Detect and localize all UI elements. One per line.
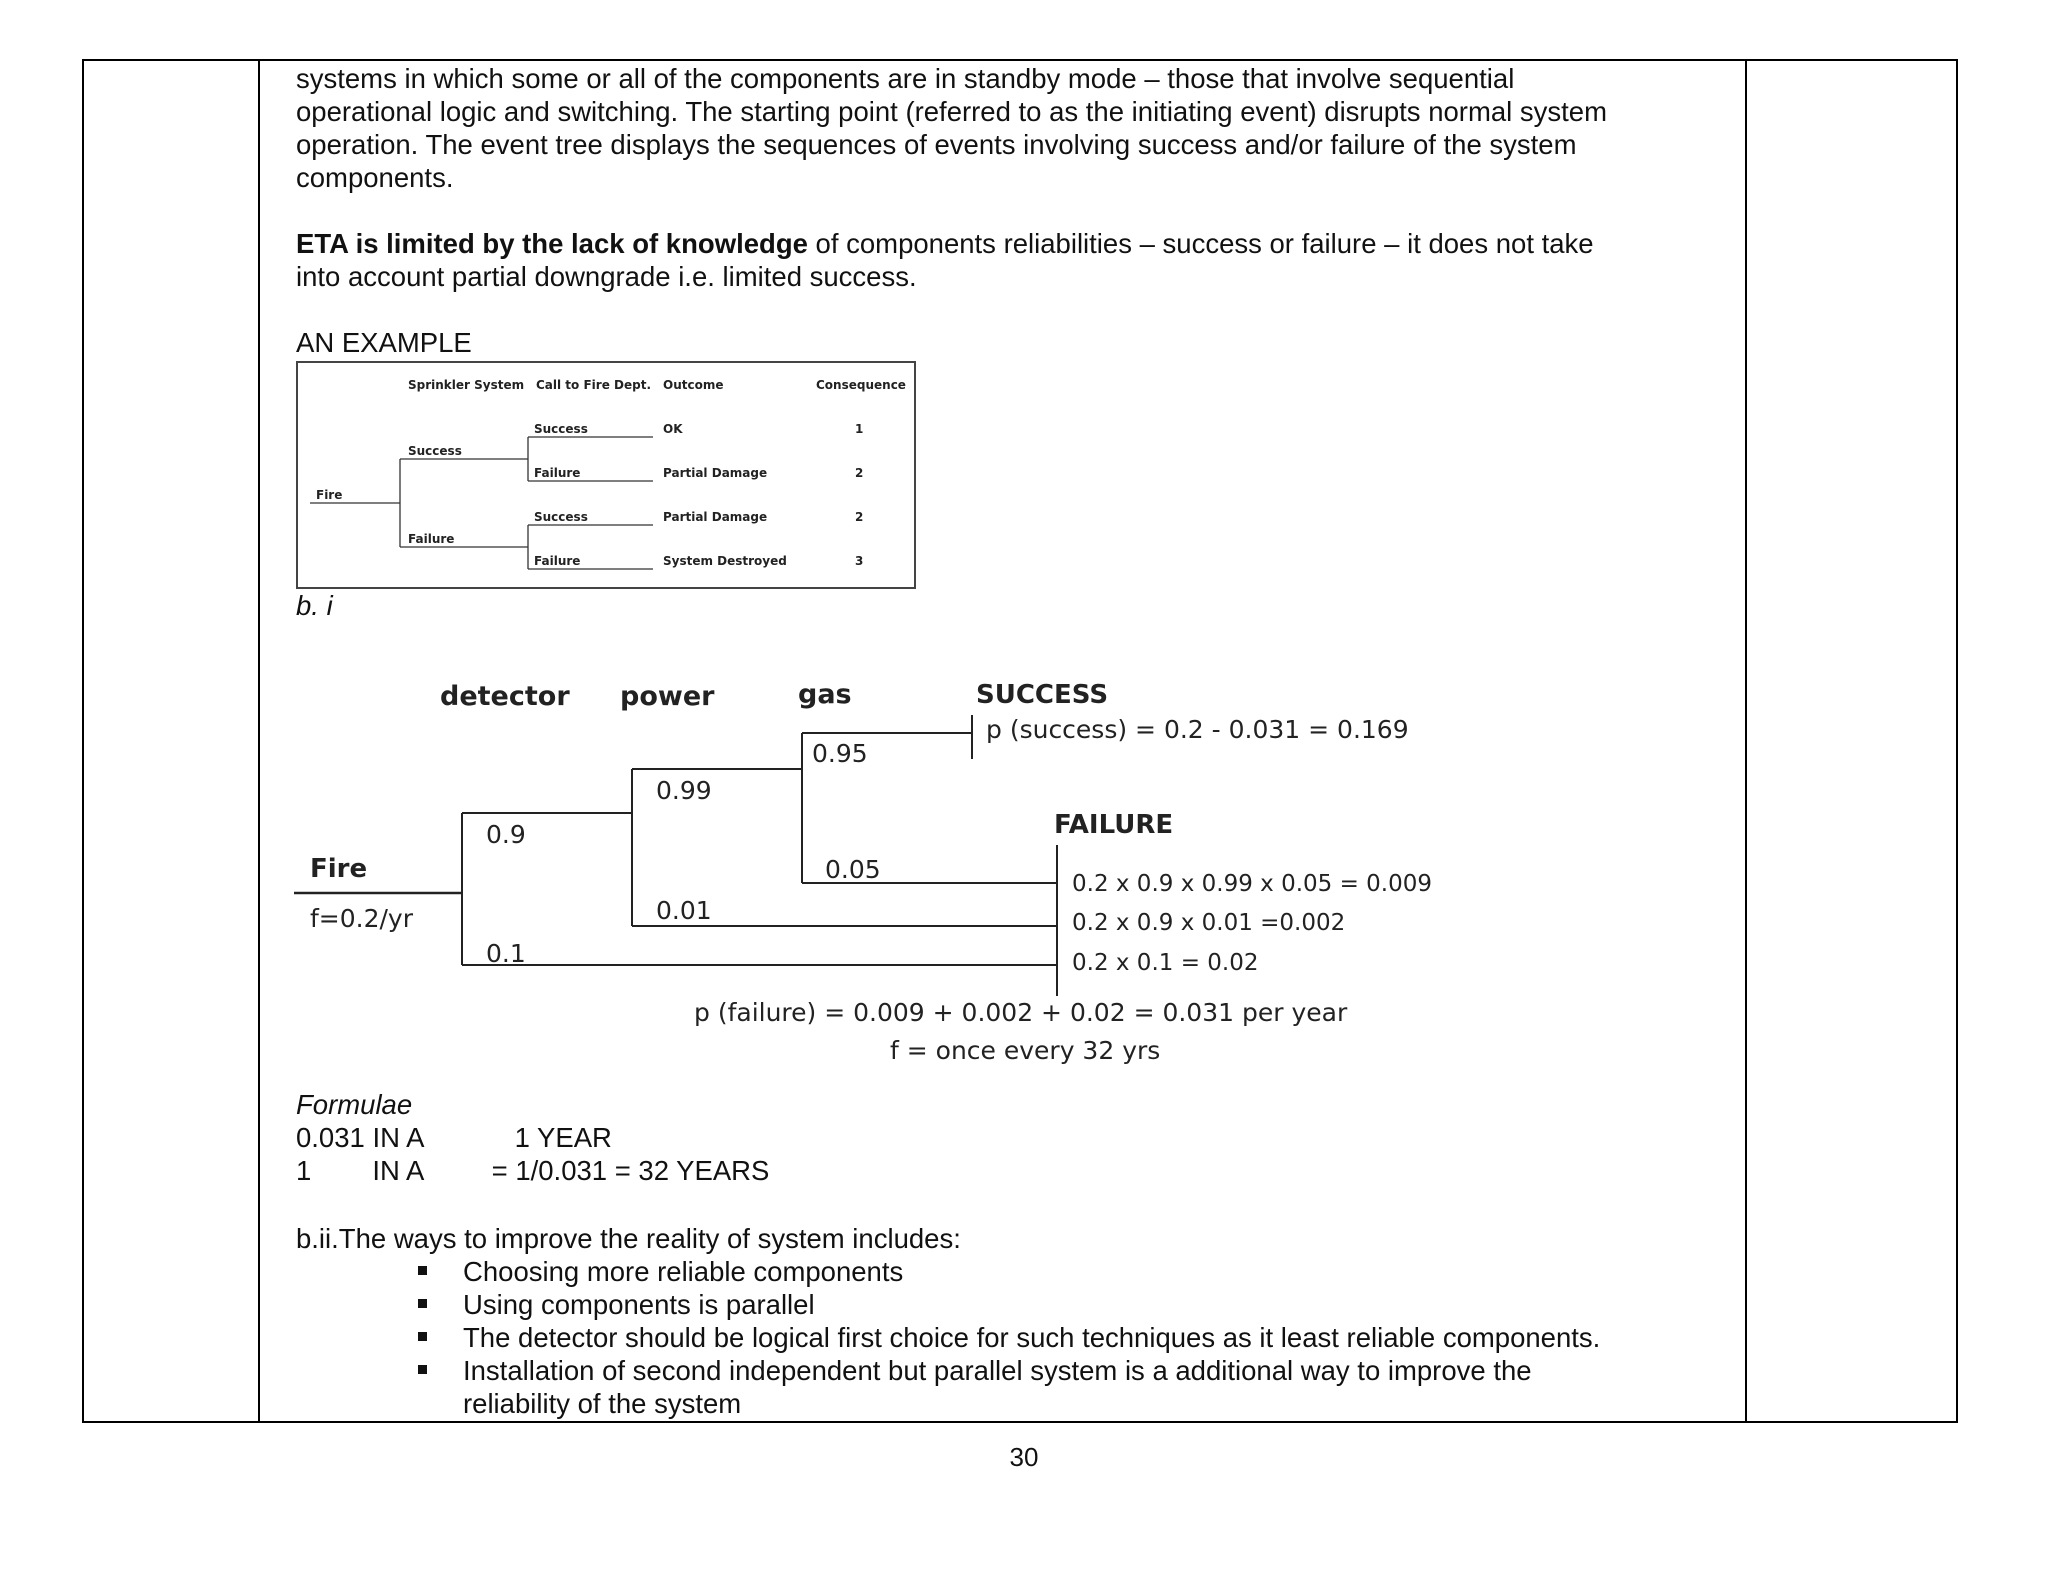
section-b-ii <box>296 1222 1736 1420</box>
example-outcome: Partial Damage <box>663 466 768 480</box>
section-b-i-label: b. i <box>296 590 333 621</box>
example-branch2: Success <box>534 510 588 524</box>
b-ii-intro: b.ii.The ways to improve the reality of system includes: <box>296 1223 961 1254</box>
tree-failure-calc: 0.2 x 0.9 x 0.01 =0.002 <box>1072 910 1346 936</box>
list-item: Installation of second independent but parallel system is a additional way to improve the reliability of the system <box>296 1354 1736 1420</box>
example-outcome: OK <box>663 422 683 436</box>
example-initiator: Fire <box>316 488 343 502</box>
tree-fire-frequency: f=0.2/yr <box>310 904 414 933</box>
tree-prob-gas-success: 0.95 <box>812 739 868 768</box>
improvement-list <box>296 1255 1736 1420</box>
tree-f-once: f = once every 32 yrs <box>890 1036 1161 1065</box>
example-header: Sprinkler System <box>408 378 525 392</box>
page-number: 30 <box>1009 1442 1039 1472</box>
tree-failure-title: FAILURE <box>1054 810 1174 840</box>
fire-event-tree <box>290 665 1490 1085</box>
square-bullet-icon <box>418 1266 427 1275</box>
tree-failure-calc: 0.2 x 0.1 = 0.02 <box>1072 950 1259 976</box>
tree-header-detector: detector <box>440 681 570 712</box>
square-bullet-icon <box>418 1299 427 1308</box>
example-tree-svg <box>298 363 914 587</box>
tree-fire-label: Fire <box>310 854 368 884</box>
list-item: Choosing more reliable components <box>296 1255 1736 1288</box>
formulae-line: 1 IN A = 1/0.031 = 32 YEARS <box>296 1155 770 1186</box>
intro-line: operational logic and switching. The starting point (referred to as the initiating event) disrupts normal system <box>296 96 1607 127</box>
intro-line: systems in which some or all of the components are in standby mode – those that involve sequential <box>296 63 1515 94</box>
example-outcome: System Destroyed <box>663 554 787 568</box>
tree-header-gas: gas <box>798 679 852 710</box>
example-consequence: 2 <box>855 466 864 480</box>
example-header: Outcome <box>663 378 724 392</box>
eta-limit-bold: ETA is limited by the lack of knowledge <box>296 228 808 259</box>
list-item: Using components is parallel <box>296 1288 1736 1321</box>
square-bullet-icon <box>418 1332 427 1341</box>
example-branch2: Failure <box>534 466 581 480</box>
tree-success-title: SUCCESS <box>976 680 1109 710</box>
example-consequence: 2 <box>855 510 864 524</box>
square-bullet-icon <box>418 1365 427 1374</box>
tree-prob-detector-fail: 0.1 <box>486 939 526 968</box>
eta-limit-paragraph <box>296 227 1736 260</box>
eta-limit-line2: into account partial downgrade i.e. limited success. <box>296 261 917 292</box>
intro-line: components. <box>296 162 454 193</box>
example-event-tree <box>296 361 916 589</box>
tree-prob-power-success: 0.99 <box>656 776 712 805</box>
tree-header-power: power <box>620 681 715 712</box>
example-branch1: Failure <box>408 532 455 546</box>
example-header: Consequence <box>816 378 906 392</box>
tree-prob-detector-success: 0.9 <box>486 820 526 849</box>
eta-limit-text: of components reliabilities – success or failure – it does not take <box>807 228 1594 259</box>
formulae-line: 0.031 IN A 1 YEAR <box>296 1122 612 1153</box>
example-title: AN EXAMPLE <box>296 327 472 358</box>
intro-line: operation. The event tree displays the sequences of events involving success and/or failure of the system <box>296 129 1577 160</box>
main-content <box>296 62 1736 622</box>
tree-failure-calc: 0.2 x 0.9 x 0.99 x 0.05 = 0.009 <box>1072 871 1433 897</box>
formulae-section <box>296 1088 769 1187</box>
example-header: Call to Fire Dept. <box>536 378 651 392</box>
tree-p-failure: p (failure) = 0.009 + 0.002 + 0.02 = 0.031 per year <box>694 998 1348 1027</box>
tree-prob-power-fail: 0.01 <box>656 896 712 925</box>
example-consequence: 3 <box>855 554 864 568</box>
example-consequence: 1 <box>855 422 864 436</box>
tree-prob-gas-fail: 0.05 <box>825 855 881 884</box>
example-branch1: Success <box>408 444 462 458</box>
tree-success-calc: p (success) = 0.2 - 0.031 = 0.169 <box>986 715 1409 744</box>
list-item: The detector should be logical first choice for such techniques as it least reliable components. <box>296 1321 1736 1354</box>
table-column-divider-left <box>258 59 260 1423</box>
example-branch2: Success <box>534 422 588 436</box>
example-branch2: Failure <box>534 554 581 568</box>
example-outcome: Partial Damage <box>663 510 768 524</box>
table-column-divider-right <box>1745 59 1747 1423</box>
formulae-title: Formulae <box>296 1089 413 1120</box>
